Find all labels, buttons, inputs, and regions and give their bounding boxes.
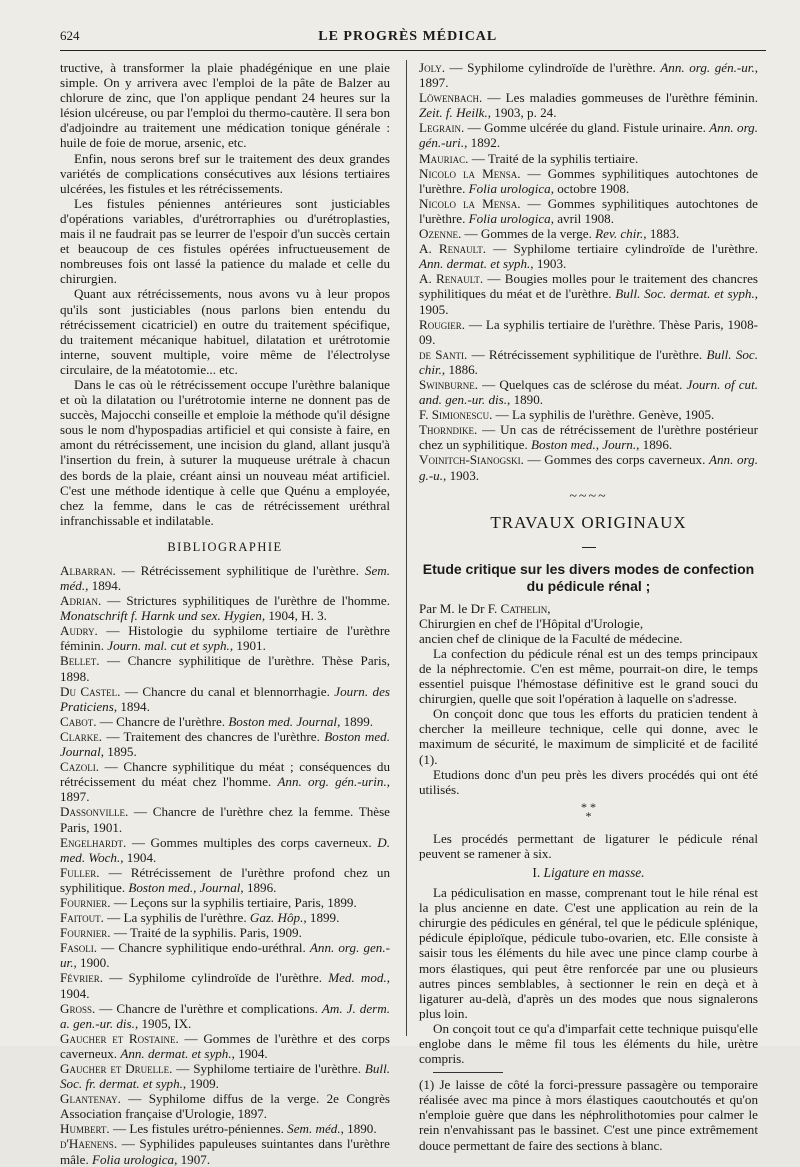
bibliography-entry — [419, 60, 758, 90]
bib-text: — Syphilome tertiaire de l'urèthre. — [172, 1061, 365, 1076]
bib-year: , 1890. — [340, 1121, 377, 1137]
bib-text: — Strictures syphilitiques de l'urèthre de l'homme. — [101, 593, 390, 609]
bib-year: , avril 1908. — [550, 210, 614, 226]
bib-journal: Boston med., Journ. — [531, 437, 637, 453]
bibliography-entry — [60, 940, 390, 970]
bib-journal: Folia urologica — [468, 210, 551, 226]
bibliography-entry — [60, 1121, 390, 1136]
bibliography-entry — [60, 1031, 390, 1061]
bib-year: , 1909. — [182, 1076, 219, 1092]
bibliography-entry — [60, 895, 390, 910]
bibliography-entry — [419, 422, 758, 452]
bib-author: Bellet. — [60, 653, 100, 669]
bib-author: Cazoli. — [60, 759, 99, 775]
bib-journal: Zeit. f. Heilk. — [419, 105, 488, 121]
running-header — [60, 28, 766, 48]
bibliography-list-right — [419, 60, 758, 483]
subsection-heading — [419, 865, 758, 881]
bib-author: Fournier. — [60, 894, 111, 910]
bib-text: — Histologie du syphilome tertiaire de l'urèthre féminin. — [60, 623, 390, 654]
bib-author: Rougier. — [419, 316, 466, 332]
bibliography-list-left — [60, 563, 390, 1167]
bib-year: , 1897. — [419, 60, 758, 91]
bib-journal: Journ. mal. cut et syph. — [107, 638, 230, 654]
bib-author: Faitout. — [60, 910, 104, 926]
asterism-glyph: * * * — [581, 799, 596, 823]
bib-year: , 1900. — [73, 955, 110, 971]
header-rule — [60, 50, 766, 51]
bib-journal: Journ. des Praticiens — [60, 683, 391, 714]
bib-text: — Leçons sur la syphilis tertiaire, Paris, 1899. — [110, 894, 357, 910]
bibliography-entry — [60, 1061, 390, 1091]
author-affiliation — [419, 616, 758, 646]
bib-text: — Syphilome cylindroïde de l'urèthre. — [103, 970, 329, 986]
bib-text: — Traité de la syphilis tertiaire. — [468, 150, 639, 166]
bib-year: , 1905. — [419, 286, 758, 317]
paragraph: La pédiculisation en masse, comprenant tout le hile rénal est la plus ancienne en date. C'est une application au rein de la chirurgie des pédicules en général, tel que le pédicule splénique, pédicule épiploïque, pédicule tubo-ovarien, etc. Elle consiste à saisir tous les éléments du hile avec une pince clamp courbe à mors élastiques, qui peut être renforcée par une ou plusieurs autres pinces semblables, à sectionner le rein en deçà et à ligaturer au-delà, d'après un des modes que nous signalerons plus loin. — [419, 885, 758, 1021]
bib-text: — Gommes syphilitiques autochtones de l'urèthre. — [419, 195, 758, 226]
bib-text: — Gomme ulcérée du gland. Fistule urinaire. — [464, 120, 710, 136]
right-column — [413, 60, 759, 1153]
bib-year: , 1894. — [85, 578, 122, 593]
bib-author: Nicolo la Mensa. — [419, 195, 521, 211]
bib-author: Mauriac. — [419, 150, 469, 166]
bib-journal: Folia urologica — [92, 1151, 175, 1167]
bib-year: , 1896. — [240, 879, 277, 895]
bibliography-entry — [60, 729, 390, 759]
bib-text: — Quelques cas de sclérose du méat. — [478, 376, 687, 392]
column-divider — [406, 60, 407, 1036]
bib-year: , 1895. — [100, 744, 137, 760]
bib-year: , 1896. — [636, 437, 673, 453]
bib-year: , 1907. — [174, 1151, 211, 1167]
bibliography-entry — [60, 1136, 390, 1166]
paragraph: Quant aux rétrécissements, nous avons vu à leur propos qu'ils sont justiciables (nous parlons bien entendu du rétrécissement cicatriciel) en outre du traitement spécifique, du traitement mécanique habituel, dilatation et urétrotomie interne, souvent multiple, voire même de l'électrolyse circulaire, de la méatotomie... etc. — [60, 286, 390, 377]
bib-journal: Ann. dermat. et syph. — [120, 1045, 232, 1061]
bib-author: Joly. — [419, 60, 445, 75]
paragraph: Dans le cas où le rétrécissement occupe l'urèthre balanique et où la dilatation ou l'urétrotomie interne ne donnent pas de succès, Majocchi conseille et emploie la méthode qu'il désigne sous le nom d'hypospadias artificiel et qui consiste à faire, en amont du rétrécissement, une incision du gland, allant jusqu'à l'insertion du frein, à suturer la muqueuse urétrale à chacun des bords de la plaie, créant ainsi un nouveau méat artificiel. C'est une méthode identique à celle que Quénu a employée, chez la femme, dans le cas de rétrécissement uréthral infranchissable et indilatable. — [60, 376, 390, 528]
bib-year: , 1894. — [113, 698, 150, 714]
bib-journal: Bull. Soc. fr. dermat. et syph. — [60, 1061, 390, 1092]
bib-journal: Rev. chir. — [595, 226, 644, 242]
bibliography-entry — [419, 241, 758, 271]
bib-author: Gross. — [60, 1000, 96, 1016]
bibliography-entry — [419, 271, 758, 316]
bib-text: — Les maladies gommeuses de l'urèthre féminin. — [482, 90, 758, 106]
paragraph: On conçoit tout ce qu'a d'imparfait cette technique puisqu'elle englobe dans le même fil tous les éléments du hile, urètre compris. — [419, 1020, 758, 1067]
bib-journal: Bull. Soc. dermat. et syph. — [615, 286, 755, 302]
bibliography-entry — [419, 377, 758, 407]
bib-year: , 1899. — [303, 910, 340, 926]
bib-text: — Gommes syphilitiques autochtones de l'urèthre. — [419, 165, 758, 196]
footnote-rule — [433, 1072, 503, 1073]
bib-text: — Chancre de l'urèthre chez la femme. Thèse Paris, 1901. — [60, 804, 390, 835]
bib-journal: Bull. Soc. chir. — [419, 346, 758, 377]
bib-year: , 1904. — [60, 970, 391, 1001]
bib-text: — Rétrécissement syphilitique de l'urèthre. — [115, 562, 365, 578]
bibliography-entry — [60, 653, 390, 683]
bib-author: Thorndike. — [419, 422, 478, 438]
bib-text: — Chancre syphilitique endo-uréthral. — [97, 940, 310, 956]
bib-year: , 1886. — [441, 361, 478, 377]
bib-author: Cabot. — [60, 713, 97, 729]
bib-year: , 1901. — [229, 638, 266, 654]
bib-text: — La syphilis de l'urèthre. — [103, 910, 250, 926]
bib-author: Ozenne. — [419, 226, 462, 242]
byline — [419, 601, 758, 616]
bib-year: , octobre 1908. — [550, 180, 630, 196]
bibliography-heading: BIBLIOGRAPHIE — [167, 539, 283, 554]
bib-author: Gaucher et Druelle. — [60, 1061, 173, 1076]
asterism — [419, 799, 758, 823]
bib-author: Adrian. — [60, 593, 102, 609]
bibliography-entry — [60, 804, 390, 834]
bib-author: Dassonville. — [60, 804, 129, 820]
bibliography-entry — [60, 623, 390, 653]
bib-year: , 1899. — [337, 713, 374, 729]
bib-text: — La syphilis de l'urèthre. Genève, 1905. — [492, 407, 715, 423]
bib-text: — Gommes multiples des corps caverneux. — [126, 834, 378, 850]
footnote: (1) Je laisse de côté la forci-pressure passagère ou temporaire réalisée avec ma pince à mors élastiques caoutchoutés et qu'on n'emploie guère que dans les néphrolithotomies pour calmer le rein n'envahissant pas le bassinet. C'est une pince extrêmement douce permettant de faire des sections à blanc. — [419, 1077, 758, 1153]
bibliography-entry — [60, 759, 390, 804]
bib-author: Engelhardt. — [60, 834, 127, 850]
bib-author: Humbert. — [60, 1121, 110, 1137]
bib-text: — Syphilome cylindroïde de l'urèthre. — [444, 60, 661, 75]
bib-journal: Boston med., Journal — [128, 879, 241, 895]
bib-author: Nicolo la Mensa. — [419, 165, 521, 181]
bib-text: — Gommes de l'urèthre et des corps caverneux. — [60, 1030, 390, 1061]
paragraph: tructive, à transformer la plaie phadégénique en une plaie simple. On y arrivera avec l'emploi de la pâte de Balzer au chlorure de zinc, que l'on applique pendant 24 heures sur la lésion ulcéreuse, ou par l'emploi du thermo-cautère. Il sera bon d'adjoindre au traitement une médication tonique générale : huile de foie de morue, arsenic, etc. — [60, 60, 390, 151]
bibliography-entry — [419, 452, 758, 482]
bib-text: — Chancre syphilitique de l'urèthre. Thèse Paris, 1898. — [60, 653, 390, 684]
section-title: TRAVAUX ORIGINAUX — [490, 512, 687, 532]
bib-year: , 1903, p. 24. — [487, 105, 557, 121]
bib-text: — Chancre de l'urèthre et complications. — [95, 1000, 322, 1016]
bibliography-entry — [60, 714, 390, 729]
bibliography-entry — [60, 970, 390, 1000]
bib-journal: Sem. méd. — [60, 562, 390, 593]
subsection-number: I. — [532, 865, 544, 881]
paragraph: Enfin, nous serons bref sur le traitement des deux grandes variétés de complications consécutives aux lésions tertiaires ulcérées, les fistules et les rétrécissements. — [60, 150, 390, 196]
bibliography-entry — [60, 684, 390, 714]
bib-journal: Ann. dermat. et syph. — [419, 256, 531, 272]
bib-journal: Boston med. Journal — [60, 728, 390, 760]
bib-year: , 1903. — [530, 256, 567, 272]
bibliography-entry — [419, 120, 758, 150]
bib-year: , 1897. — [60, 774, 390, 805]
bib-year: , 1904, H. 3. — [261, 608, 327, 624]
bib-journal: Ann. org. g.-u. — [419, 452, 758, 483]
bib-text: — Chancre syphilitique du méat ; conséquences du rétrécissement du méat chez l'homme. — [60, 759, 390, 790]
two-column-body — [60, 60, 766, 1167]
article-title: Etude critique sur les divers modes de confection du pédicule rénal ; — [422, 560, 755, 594]
paragraph: La confection du pédicule rénal est un des temps principaux de la néphrectomie. C'en est même, pourrait-on dire, le temps essentiel puisque l'hémostase définitive est le grand souci du chirurgien, quelle que soit l'opération à laquelle on s'adresse. — [419, 645, 758, 707]
affiliation-line: ancien chef de clinique de la Faculté de médecine. — [419, 630, 683, 646]
bibliography-entry — [419, 151, 758, 166]
bib-journal: Boston med. Journal — [228, 713, 338, 729]
bib-journal: Folia urologica — [468, 180, 551, 196]
bib-text: — Gommes de la verge. — [461, 226, 596, 242]
bib-author: Audry. — [60, 623, 98, 639]
bib-author: Voinitch-Sianogski. — [419, 452, 524, 468]
bib-journal: D. med. Woch. — [60, 834, 390, 865]
bib-journal: Sem. méd. — [287, 1121, 341, 1137]
bibliography-entry — [60, 1001, 390, 1031]
bib-author: Clarke. — [60, 728, 103, 744]
bib-journal: Am. J. derm. a. gen.-ur. dis. — [60, 1000, 390, 1031]
bib-author: Fournier. — [60, 925, 111, 941]
bib-text: — Chancre du canal et blennorrhagie. — [120, 683, 335, 699]
bib-year: , 1905, IX. — [134, 1015, 192, 1031]
bibliography-entry — [60, 593, 390, 623]
bib-author: Gaucher et Rostaine. — [60, 1030, 179, 1046]
bib-journal: Ann. org. gén.-ur. — [660, 60, 755, 75]
bibliography-entry — [60, 910, 390, 925]
bibliography-entry — [419, 166, 758, 196]
bibliography-entry — [419, 196, 758, 226]
bib-journal: Gaz. Hôp. — [249, 910, 304, 926]
page-number: 624 — [60, 28, 80, 43]
bib-author: Albarran. — [60, 562, 116, 578]
bib-text: — Traitement des chancres de l'urèthre. — [102, 728, 325, 744]
bibliography-entry — [60, 865, 390, 895]
bib-text: — Un cas de rétrécissement de l'urèthre postérieur chez un syphilitique. — [419, 422, 758, 453]
bib-journal: Med. mod. — [328, 970, 387, 986]
bib-author: d'Haenens. — [60, 1136, 118, 1152]
bibliography-entry — [419, 226, 758, 241]
bib-year: , 1904. — [120, 849, 157, 865]
bib-text: — Traité de la syphilis. Paris, 1909. — [110, 925, 302, 941]
byline-prefix: Par M. le Dr — [419, 600, 488, 616]
bib-text: — La syphilis tertiaire de l'urèthre. Thèse Paris, 1908-09. — [419, 316, 758, 347]
affiliation-line: Chirurgien en chef de l'Hôpital d'Urologie, — [419, 615, 644, 631]
bib-author: Glantenay. — [60, 1091, 121, 1107]
section-dash — [419, 535, 758, 553]
bib-year: , 1890. — [507, 392, 544, 408]
bib-journal: Journ. of cut. and. gen.-ur. dis. — [419, 376, 759, 408]
bib-author: Legrain. — [419, 120, 465, 136]
bibliography-entry — [419, 90, 758, 120]
bib-author: de Santi. — [419, 346, 468, 362]
bibliography-entry — [419, 347, 758, 377]
bib-journal: Monatschrift f. Harnk und sex. Hygien — [60, 608, 262, 624]
bib-journal: Ann. org. gen.-ur. — [60, 940, 390, 971]
bib-text: — Rétrécissement syphilitique de l'urèthre. — [467, 346, 707, 362]
bibliography-entry — [60, 1091, 390, 1121]
bib-text: — Les fistules urétro-péniennes. — [109, 1121, 288, 1137]
bib-journal: Ann. org. gén.-uri. — [419, 120, 758, 151]
bib-year: , 1903. — [443, 467, 480, 483]
paragraph: On conçoit donc que tous les efforts du praticien tendent à chercher la meilleure technique, celle qui donne, avec le maximum de sécurité, le maximum de simplicité et de facilité (1). — [419, 706, 758, 767]
bib-text: — Gommes des corps caverneux. — [523, 452, 709, 468]
ornamental-separator: ~~~~ — [569, 488, 608, 504]
subsection-title: Ligature en masse. — [543, 865, 645, 881]
journal-title: LE PROGRÈS MÉDICAL — [318, 29, 498, 44]
bib-author: Février. — [60, 970, 104, 986]
bibliography-entry — [60, 925, 390, 940]
bib-author: Löwenbach. — [419, 90, 483, 106]
left-column — [60, 60, 400, 1167]
author-name: F. Cathelin, — [487, 600, 551, 616]
bib-year: , 1883. — [643, 226, 680, 242]
bib-text: — Syphilome tertiaire cylindroïde de l'urèthre. — [486, 241, 758, 257]
bib-author: A. Renault. — [419, 241, 487, 257]
bib-text: — Syphilome diffus de la verge. 2e Congrès Association française d'Urologie, 1897. — [60, 1091, 390, 1122]
bib-year: , 1904. — [231, 1045, 268, 1061]
paragraph: Les procédés permettant de ligaturer le pédicule rénal peuvent se ramener à six. — [419, 830, 758, 861]
bib-author: A. Renault. — [419, 271, 484, 287]
bib-text: — Syphilides papuleuses suintantes dans l'urèthre mâle. — [60, 1136, 390, 1167]
bib-text: — Chancre de l'urèthre. — [96, 713, 229, 729]
bib-author: F. Simionescu. — [419, 407, 493, 423]
paragraph: Les fistules péniennes antérieures sont justiciables d'opérations variables, d'urétrorraphies ou d'urétroplasties, mais il ne faudrait pas se leurrer de l'espoir d'un succès certain et beaucoup de ces fistules opérées infructueusement de nombreuses fois ont lassé la patience du malade et celle du chirurgien. — [60, 195, 390, 287]
bibliography-entry — [419, 407, 758, 422]
bib-text: — Rétrécissement de l'urèthre profond chez un syphilitique. — [60, 864, 390, 895]
bibliography-entry — [419, 317, 758, 347]
bib-author: Fasoli. — [60, 940, 98, 956]
bibliography-entry — [60, 563, 390, 593]
bib-author: Du Castel. — [60, 683, 121, 699]
bib-journal: Ann. org. gén.-urin. — [277, 774, 387, 790]
bib-year: , 1892. — [464, 135, 501, 151]
bib-text: — Bougies molles pour le traitement des chancres syphilitiques du méat et de l'urèthre. — [419, 271, 758, 302]
paragraph: Etudions donc d'un peu près les divers procédés qui ont été utilisés. — [419, 766, 758, 797]
bibliography-entry — [60, 835, 390, 865]
bib-author: Fuller. — [60, 864, 100, 880]
bib-author: Swinburne. — [419, 376, 479, 392]
